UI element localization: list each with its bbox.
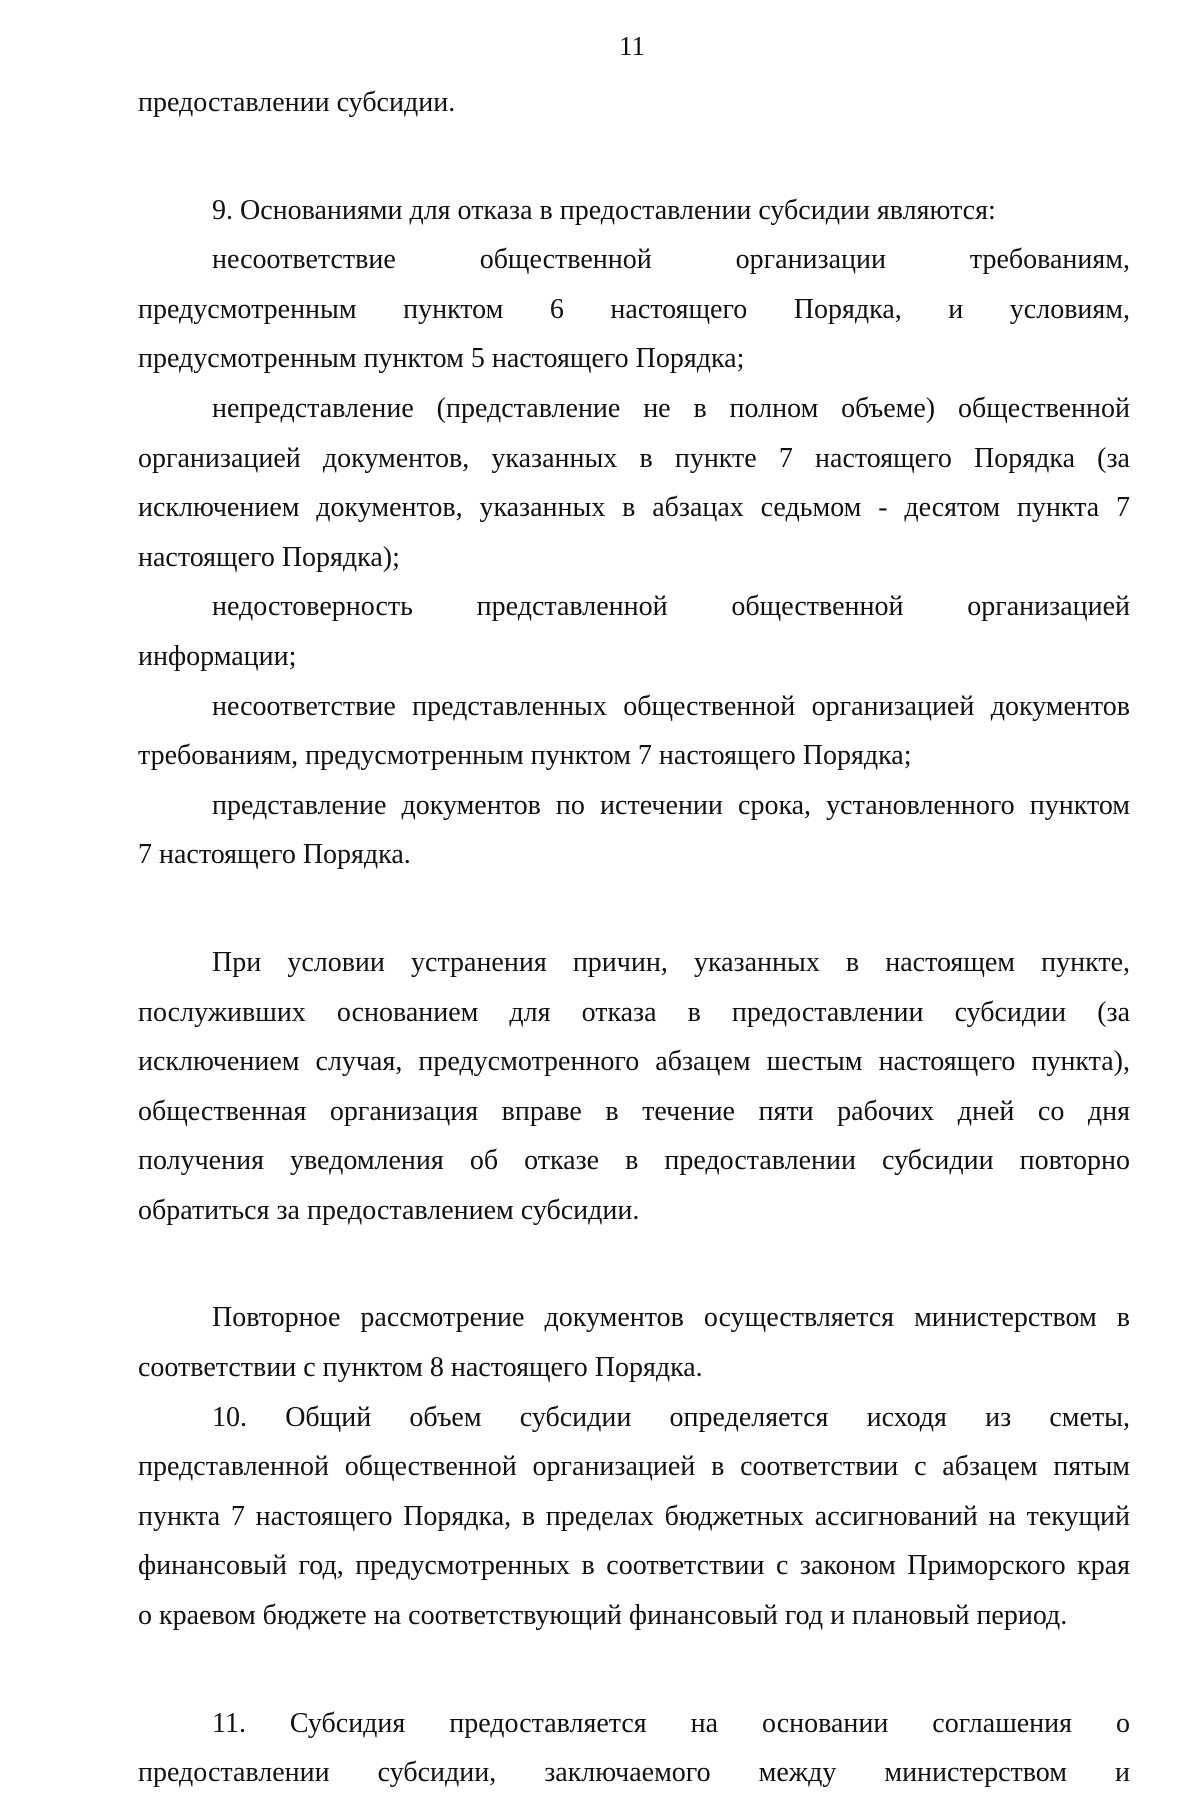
text-line: о краевом бюджете на соответствующий финансовый год и плановый период. bbox=[138, 1600, 1068, 1632]
text-line: несоответствие общественной организации требованиям, bbox=[212, 244, 1130, 276]
text-line: Повторное рассмотрение документов осуществляется министерством в bbox=[212, 1302, 1130, 1334]
text-line: предоставлении субсидии, заключаемого между министерством и bbox=[138, 1757, 1130, 1789]
paragraph-gap bbox=[138, 885, 1130, 943]
text-line: недостоверность представленной общественной организацией bbox=[212, 591, 1130, 623]
text-line: обратиться за предоставлением субсидии. bbox=[138, 1194, 640, 1226]
text-line: 9. Основаниями для отказа в предоставлении субсидии являются: bbox=[212, 194, 996, 226]
page-number: 11 bbox=[619, 31, 645, 61]
text-line: предусмотренным пунктом 6 настоящего Порядка, и условиям, bbox=[138, 293, 1130, 325]
text-line: предоставлении субсидии. bbox=[138, 87, 456, 118]
text-line: исключением случая, предусмотренного абзацем шестым настоящего пункта), bbox=[138, 1046, 1130, 1078]
text-line: несоответствие представленных общественной организацией документов bbox=[212, 690, 1130, 722]
paragraph-gap bbox=[138, 133, 1130, 191]
text-line: послуживших основанием для отказа в предоставлении субсидии (за bbox=[138, 996, 1130, 1028]
text-line: финансовый год, предусмотренных в соответствии с законом Приморского края bbox=[138, 1550, 1130, 1582]
text-line: требованиям, предусмотренным пунктом 7 настоящего Порядка; bbox=[138, 740, 912, 772]
text-line: При условии устранения причин, указанных в настоящем пункте, bbox=[212, 946, 1130, 978]
text-line: 7 настоящего Порядка. bbox=[138, 839, 411, 871]
text-line: организацией документов, указанных в пункте 7 настоящего Порядка (за bbox=[138, 442, 1130, 474]
text-line: предусмотренным пунктом 5 настоящего Порядка; bbox=[138, 343, 745, 375]
text-line: представление документов по истечении срока, установленного пунктом bbox=[212, 789, 1130, 821]
text-line: получения уведомления об отказе в предоставлении субсидии повторно bbox=[138, 1145, 1130, 1177]
text-line: пункта 7 настоящего Порядка, в пределах бюджетных ассигнований на текущий bbox=[138, 1500, 1130, 1532]
text-line: непредставление (представление не в полном объеме) общественной bbox=[212, 392, 1130, 424]
paragraph-gap bbox=[138, 1240, 1130, 1298]
text-line: 11. Субсидия предоставляется на основании соглашения о bbox=[212, 1707, 1130, 1739]
paragraph-gap bbox=[138, 1646, 1130, 1704]
document-body bbox=[138, 83, 1130, 1803]
text-line: 10. Общий объем субсидии определяется исходя из сметы, bbox=[212, 1401, 1130, 1433]
text-line: соответствии с пунктом 8 настоящего Порядка. bbox=[138, 1352, 703, 1384]
text-line: настоящего Порядка); bbox=[138, 541, 400, 573]
text-line: исключением документов, указанных в абзацах седьмом - десятом пункта 7 bbox=[138, 492, 1130, 524]
text-line: общественная организация вправе в течение пяти рабочих дней со дня bbox=[138, 1095, 1130, 1127]
text-line: информации; bbox=[138, 640, 297, 672]
text-line: представленной общественной организацией в соответствии с абзацем пятым bbox=[138, 1451, 1130, 1483]
